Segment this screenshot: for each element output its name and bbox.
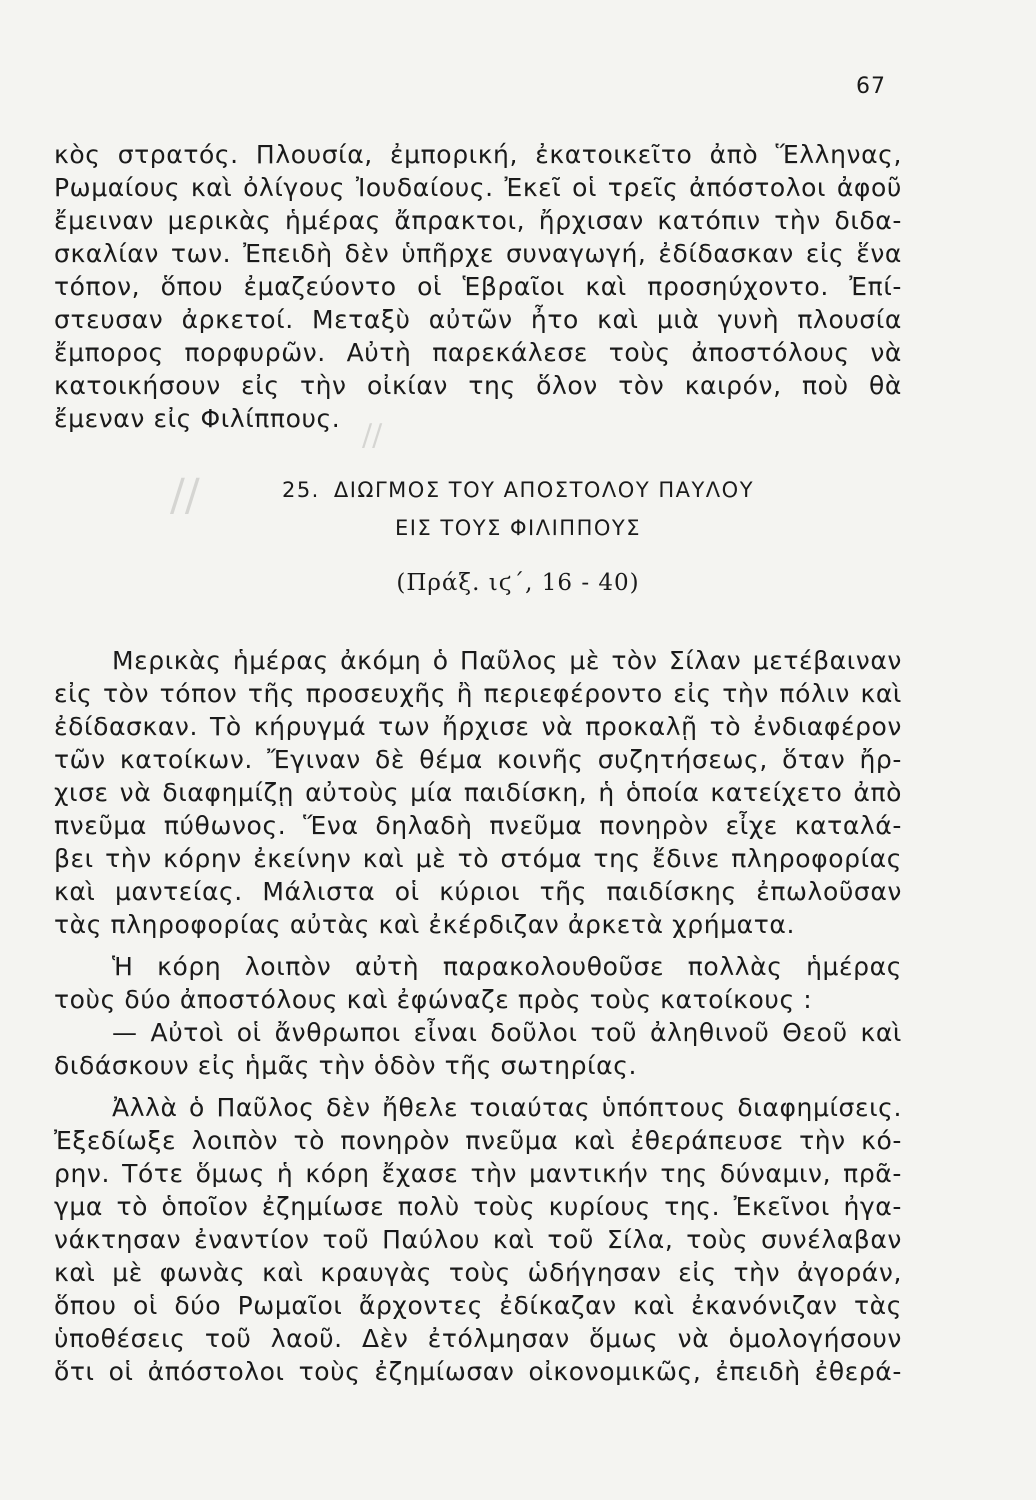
pencil-mark-icon: // bbox=[170, 470, 200, 521]
text-line: στευσαν ἀρκετοί. Μεταξὺ αὐτῶν ἦτο καὶ μιὰ γυνὴ πλουσία bbox=[54, 305, 902, 334]
text-line: κατοικήσουν εἰς τὴν οἰκίαν της ὅλον τὸν καιρόν, ποὺ θὰ bbox=[54, 371, 902, 400]
text-line: Ἀλλὰ ὁ Παῦλος δὲν ἤθελε τοιαύτας ὑπόπτους διαφημίσεις. bbox=[112, 1093, 902, 1122]
text-line: ἔμπορος πορφυρῶν. Αὐτὴ παρεκάλεσε τοὺς ἀποστόλους νὰ bbox=[54, 338, 902, 367]
text-line: καὶ μαντείας. Μάλιστα οἱ κύριοι τῆς παιδίσκης ἐπωλοῦσαν bbox=[54, 877, 902, 906]
text-line: ἐδίδασκαν. Τὸ κήρυγμά των ἤρχισε νὰ προκαλῇ τὸ ἐνδιαφέρον bbox=[54, 712, 902, 741]
text-line: Ἐξεδίωξε λοιπὸν τὸ πονηρὸν πνεῦμα καὶ ἐθεράπευσε τὴν κό- bbox=[54, 1126, 902, 1155]
text-line: τοὺς δύο ἀποστόλους καὶ ἐφώναζε πρὸς τοὺς κατοίκους : bbox=[54, 985, 813, 1014]
text-line: εἰς τὸν τόπον τῆς προσευχῆς ἢ περιεφέροντο εἰς τὴν πόλιν καὶ bbox=[54, 679, 902, 708]
text-line: ρην. Τότε ὅμως ἡ κόρη ἔχασε τὴν μαντικήν της δύναμιν, πρᾶ- bbox=[54, 1159, 902, 1188]
text-line: πνεῦμα πύθωνος. Ἕνα δηλαδὴ πνεῦμα πονηρὸν εἶχε καταλά- bbox=[54, 811, 902, 840]
text-line: τὰς πληροφορίας αὐτὰς καὶ ἐκέρδιζαν ἀρκετὰ χρήματα. bbox=[54, 910, 795, 939]
text-line: διδάσκουν εἰς ἡμᾶς τὴν ὁδὸν τῆς σωτηρίας. bbox=[54, 1051, 638, 1080]
text-line: γμα τὸ ὁποῖον ἐζημίωσε πολὺ τοὺς κυρίους της. Ἐκεῖνοι ἠγα- bbox=[54, 1192, 902, 1221]
text-line: νάκτησαν ἐναντίον τοῦ Παύλου καὶ τοῦ Σίλα, τοὺς συνέλαβαν bbox=[54, 1225, 902, 1254]
scripture-reference: (Πράξ. ιϛ΄, 16 - 40) bbox=[396, 570, 640, 596]
text-line: σκαλίαν των. Ἐπειδὴ δὲν ὑπῆρχε συναγωγή, ἐδίδασκαν εἰς ἕνα bbox=[54, 239, 902, 268]
text-line: Ἡ κόρη λοιπὸν αὐτὴ παρακολουθοῦσε πολλὰς ἡμέρας bbox=[112, 952, 902, 981]
text-line: ὅτι οἱ ἀπόστολοι τοὺς ἐζημίωσαν οἰκονομικῶς, ἐπειδὴ ἐθερά- bbox=[54, 1357, 902, 1386]
text-line: βει τὴν κόρην ἐκείνην καὶ μὲ τὸ στόμα της ἔδινε πληροφορίας bbox=[54, 844, 902, 873]
section-title-line1: ΔΙΩΓΜΟΣ ΤΟΥ ΑΠΟΣΤΟΛΟΥ ΠΑΥΛΟΥ bbox=[333, 478, 755, 502]
text-line: τόπον, ὅπου ἐμαζεύοντο οἱ Ἑβραῖοι καὶ προσηύχοντο. Ἐπί- bbox=[54, 272, 902, 301]
text-line: ὑποθέσεις τοῦ λαοῦ. Δὲν ἐτόλμησαν ὅμως νὰ ὁμολογήσουν bbox=[54, 1324, 902, 1353]
page-number: 67 bbox=[856, 74, 886, 99]
text-line: καὶ μὲ φωνὰς καὶ κραυγὰς τοὺς ὡδήγησαν εἰς τὴν ἀγοράν, bbox=[54, 1258, 902, 1287]
text-line: χισε νὰ διαφημίζῃ αὐτοὺς μία παιδίσκη, ἡ ὁποία κατείχετο ἀπὸ bbox=[54, 778, 902, 807]
pencil-mark-icon: // bbox=[362, 418, 383, 453]
section-title-line2: ΕΙΣ ΤΟΥΣ ΦΙΛΙΠΠΟΥΣ bbox=[394, 516, 642, 540]
text-line: κὸς στρατός. Πλουσία, ἐμπορική, ἐκατοικεῖτο ἀπὸ Ἕλληνας, bbox=[54, 140, 902, 169]
text-line: ὅπου οἱ δύο Ρωμαῖοι ἄρχοντες ἐδίκαζαν καὶ ἐκανόνιζαν τὰς bbox=[54, 1291, 902, 1320]
section-number: 25. bbox=[281, 478, 320, 502]
text-line: τῶν κατοίκων. Ἔγιναν δὲ θέμα κοινῆς συζητήσεως, ὅταν ἤρ- bbox=[54, 745, 902, 774]
text-line: Μερικὰς ἡμέρας ἀκόμη ὁ Παῦλος μὲ τὸν Σίλαν μετέβαιναν bbox=[112, 646, 902, 675]
text-line: Ρωμαίους καὶ ὀλίγους Ἰουδαίους. Ἐκεῖ οἱ τρεῖς ἀπόστολοι ἀφοῦ bbox=[54, 173, 902, 202]
text-line: ἔμειναν μερικὰς ἡμέρας ἄπρακτοι, ἤρχισαν κατόπιν τὴν διδα- bbox=[54, 206, 902, 235]
text-line: ἔμεναν εἰς Φιλίππους. bbox=[54, 404, 341, 433]
section-heading bbox=[0, 478, 1036, 502]
text-line: — Αὐτοὶ οἱ ἄνθρωποι εἶναι δοῦλοι τοῦ ἀληθινοῦ Θεοῦ καὶ bbox=[112, 1018, 902, 1047]
